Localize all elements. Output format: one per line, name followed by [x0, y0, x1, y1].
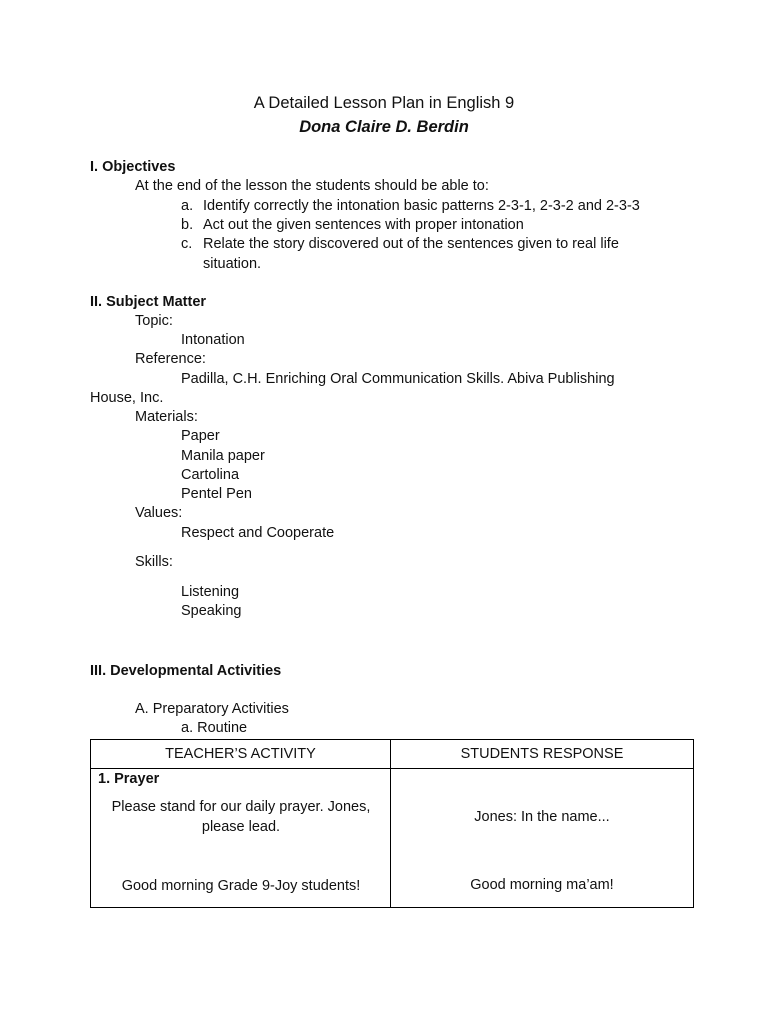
- material-item: Paper: [181, 428, 220, 444]
- topic-value: Intonation: [181, 332, 245, 348]
- reference-label: Reference:: [135, 351, 206, 367]
- objective-marker-c: c.: [181, 236, 193, 252]
- routine-label: a. Routine: [181, 720, 248, 736]
- objectives-heading: I. Objectives: [90, 159, 176, 175]
- objective-marker-b: b.: [181, 217, 194, 233]
- objective-item-c: Relate the story discovered out of the sentences given to real life: [203, 236, 619, 252]
- teacher-activity-cell: [91, 769, 391, 908]
- skill-item: Listening: [181, 584, 240, 600]
- students-response-header: STUDENTS RESPONSE: [391, 740, 694, 769]
- table-header-row: [91, 740, 694, 769]
- objective-marker-a: a.: [181, 198, 194, 214]
- material-item: Pentel Pen: [181, 486, 252, 502]
- prayer-section-title: 1. Prayer: [98, 771, 160, 787]
- skill-item: Speaking: [181, 603, 242, 619]
- skills-label: Skills:: [135, 554, 173, 570]
- values-label: Values:: [135, 505, 183, 521]
- materials-label: Materials:: [135, 409, 198, 425]
- teacher-activity-header: TEACHER’S ACTIVITY: [91, 740, 391, 769]
- student-line: Jones: In the name...: [474, 809, 610, 825]
- table-row: [91, 769, 694, 908]
- material-item: Manila paper: [181, 448, 265, 464]
- teacher-line: Good morning Grade 9-Joy students!: [121, 878, 361, 894]
- author-name: Dona Claire D. Berdin: [299, 118, 469, 136]
- subject-matter-heading: II. Subject Matter: [90, 294, 207, 310]
- objectives-intro: At the end of the lesson the students should be able to:: [135, 178, 489, 194]
- reference-value-continued: House, Inc.: [90, 390, 164, 406]
- student-line: Good morning ma’am!: [470, 877, 614, 893]
- preparatory-activities-label: A. Preparatory Activities: [135, 701, 289, 717]
- objective-item-a: Identify correctly the intonation basic patterns 2-3-1, 2-3-2 and 2-3-3: [203, 198, 640, 214]
- reference-value: Padilla, C.H. Enriching Oral Communication Skills. Abiva Publishing: [181, 371, 615, 387]
- students-response-cell: [391, 769, 694, 908]
- objective-item-c-continued: situation.: [203, 256, 262, 272]
- teacher-line: Please stand for our daily prayer. Jones,: [111, 799, 371, 815]
- document-title: A Detailed Lesson Plan in English 9: [253, 94, 515, 112]
- teacher-line: please lead.: [201, 819, 281, 835]
- topic-label: Topic:: [135, 313, 173, 329]
- developmental-heading: III. Developmental Activities: [90, 663, 282, 679]
- values-value: Respect and Cooperate: [181, 525, 335, 541]
- activity-table: [90, 739, 694, 908]
- material-item: Cartolina: [181, 467, 240, 483]
- objective-item-b: Act out the given sentences with proper intonation: [203, 217, 524, 233]
